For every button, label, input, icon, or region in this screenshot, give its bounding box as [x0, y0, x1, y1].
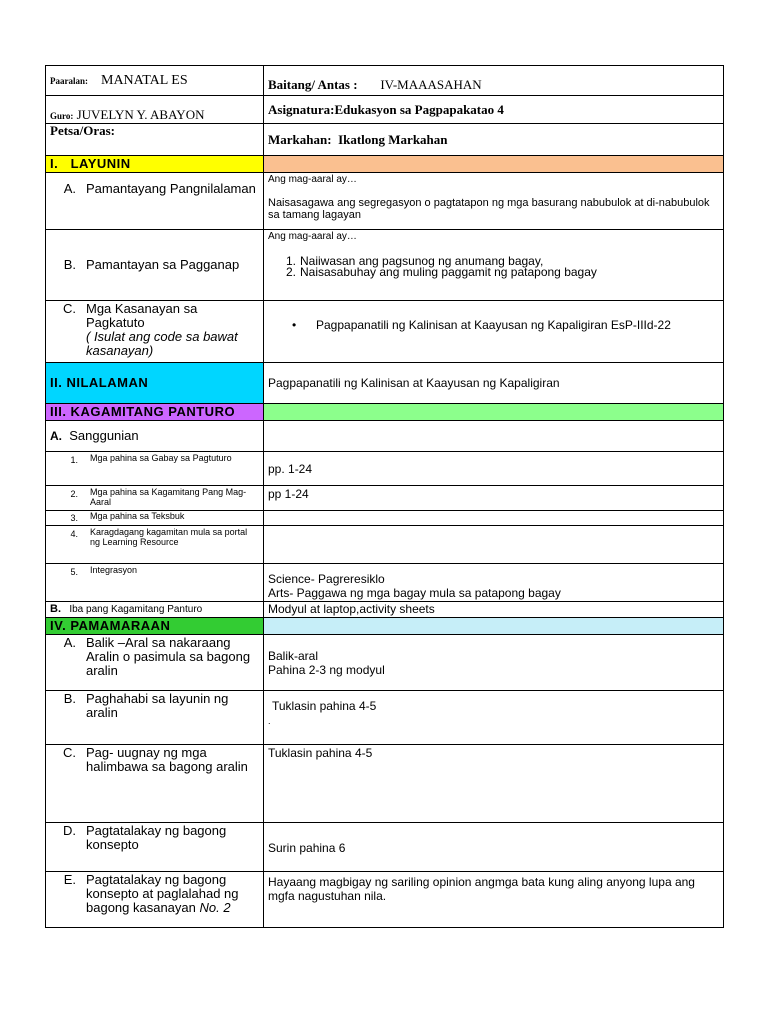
nilalaman-heading-cell — [46, 363, 264, 404]
asignatura-cell — [264, 96, 724, 124]
pamamaraan-a-label-cell — [46, 635, 264, 691]
pamamaraan-e-label-italic: No. 2 — [199, 900, 231, 915]
pamamaraan-d-mark: D. — [63, 823, 76, 838]
section-layunin-header — [46, 156, 724, 173]
lesson-plan-table — [45, 65, 724, 928]
pamamaraan-c-mark: C. — [63, 745, 76, 760]
pamamaraan-a-label: Balik –Aral sa nakaraang Aralin o pasimula sa bagong aralin — [86, 635, 251, 678]
sanggunian-mark: A. — [50, 429, 62, 443]
petsa-label: Petsa/Oras: — [50, 123, 115, 138]
markahan-value: Ikatlong Markahan — [338, 131, 448, 147]
baitang-label: Baitang/ Antas : — [268, 77, 358, 92]
table-row: 2. Mga pahina sa Kagamitang Pang Mag-Aaral pp 1-24 — [46, 486, 724, 511]
layunin-b-content — [264, 230, 724, 301]
kagamitan-heading: III. KAGAMITANG PANTURO — [46, 404, 264, 421]
layunin-b-row — [46, 230, 724, 301]
section-kagamitan-header — [46, 404, 724, 421]
table-row: 4. Karagdagang kagamitan mula sa portal ng Learning Resource — [46, 526, 724, 564]
pamamaraan-d-label-cell — [46, 823, 264, 872]
header-row-petsa — [46, 124, 724, 156]
layunin-b-label: Pamantayan sa Pagganap — [86, 257, 240, 272]
pamamaraan-b-dot: . — [268, 716, 271, 726]
section-pamamaraan-header — [46, 618, 724, 635]
baitang-value: IV-MAAASAHAN — [380, 77, 482, 92]
layunin-c-text: Pagpapanatili ng Kalinisan at Kaayusan ng Kapaligiran EsP-IIId-22 — [316, 318, 671, 332]
asignatura-label: Asignatura: — [268, 102, 335, 117]
item-label: Mga pahina sa Kagamitang Pang Mag-Aaral — [90, 487, 247, 507]
nilalaman-text: Pagpapanatili ng Kalinisan at Kaayusan ng Kapaligiran — [264, 363, 724, 404]
item-value — [264, 526, 724, 564]
item-value — [264, 511, 724, 526]
pamamaraan-e-label: Pagtatalakay ng bagong konsepto at paglalahad ng bagong kasanayan — [86, 872, 239, 915]
paaralan-cell — [46, 66, 264, 96]
sanggunian-label: Sanggunian — [69, 428, 139, 443]
layunin-a-label: Pamantayang Pangnilalaman — [86, 181, 256, 196]
layunin-a-row — [46, 173, 724, 230]
paaralan-label: Paaralan: — [50, 76, 88, 86]
integrasyon-line2: Arts- Paggawa ng mga bagay mula sa patapong bagay — [268, 586, 561, 600]
pamamaraan-d-label: Pagtatalakay ng bagong konsepto — [86, 823, 227, 852]
pamamaraan-a-mark: A. — [63, 635, 76, 650]
layunin-heading-num: I. — [50, 156, 59, 171]
pamamaraan-e-row — [46, 872, 724, 928]
pamamaraan-b-content — [264, 691, 724, 745]
pamamaraan-heading: IV. PAMAMARAAN — [46, 618, 264, 635]
layunin-b-mark: B. — [63, 257, 76, 272]
pamamaraan-a-line1: Balik-aral — [268, 649, 319, 663]
layunin-c-note: ( Isulat ang code sa bawat kasanayan) — [86, 329, 238, 358]
table-row: 3. Mga pahina sa Teksbuk — [46, 511, 724, 526]
layunin-c-label-cell — [46, 301, 264, 363]
pamamaraan-c-row — [46, 745, 724, 823]
markahan-label: Markahan: — [268, 131, 332, 147]
pamamaraan-b-row — [46, 691, 724, 745]
item-value: pp 1-24 — [264, 486, 724, 511]
layunin-c-label: Mga Kasanayan sa Pagkatuto — [86, 301, 198, 330]
item-label: Mga pahina sa Teksbuk — [90, 511, 185, 521]
table-row: 1. Mga pahina sa Gabay sa Pagtuturo pp. 1-24 — [46, 452, 724, 486]
layunin-a-text: Naisasagawa ang segregasyon o pagtatapon ng mga basurang nabubulok at di-nabubulok sa tamang lagayan — [268, 197, 710, 221]
iba-pang-value: Modyul at laptop,activity sheets — [264, 602, 724, 618]
pamamaraan-b-text: Tuklasin pahina 4-5 — [272, 699, 377, 713]
layunin-heading-cell — [46, 156, 264, 173]
sanggunian-row — [46, 421, 724, 452]
pamamaraan-a-row — [46, 635, 724, 691]
layunin-b-intro: Ang mag-aaral ay… — [268, 231, 357, 242]
layunin-c-mark: C. — [63, 301, 76, 316]
guro-value: JUVELYN Y. ABAYON — [76, 107, 205, 122]
baitang-cell — [264, 66, 724, 96]
layunin-heading-fill — [264, 156, 724, 173]
layunin-a-label-cell — [46, 173, 264, 230]
integrasyon-value — [264, 564, 724, 602]
layunin-b-label-cell — [46, 230, 264, 301]
item-label: Karagdagang kagamitan mula sa portal ng Learning Resource — [90, 527, 248, 547]
pamamaraan-c-text: Tuklasin pahina 4-5 — [264, 745, 724, 823]
iba-pang-mark: B. — [50, 603, 61, 615]
pamamaraan-d-row — [46, 823, 724, 872]
iba-pang-row — [46, 602, 724, 618]
item-label: Mga pahina sa Gabay sa Pagtuturo — [90, 453, 232, 463]
pamamaraan-b-label-cell — [46, 691, 264, 745]
header-row-paaralan — [46, 66, 724, 96]
layunin-a-mark: A. — [63, 181, 76, 196]
pamamaraan-e-label-cell — [46, 872, 264, 928]
list-item: 1. Naiiwasan ang pagsunog ng anumang bagay, — [286, 254, 544, 268]
iba-pang-label: Iba pang Kagamitang Panturo — [69, 604, 203, 615]
pamamaraan-heading-fill — [264, 618, 724, 635]
sanggunian-label-cell — [46, 421, 264, 452]
bullet-icon: • — [292, 318, 297, 332]
pamamaraan-e-mark: E. — [63, 872, 76, 887]
petsa-cell — [46, 124, 264, 156]
table-row: 5. Integrasyon Science- Pagreresiklo Arts- Paggawa ng mga bagay mula sa patapong bagay — [46, 564, 724, 602]
layunin-a-content — [264, 173, 724, 230]
pamamaraan-a-content — [264, 635, 724, 691]
pamamaraan-c-label: Pag- uugnay ng mga halimbawa sa bagong aralin — [86, 745, 248, 774]
guro-cell — [46, 96, 264, 124]
nilalaman-heading: NILALAMAN — [66, 375, 149, 390]
iba-pang-label-cell — [46, 602, 264, 618]
layunin-heading: LAYUNIN — [70, 156, 131, 171]
layunin-c-row — [46, 301, 724, 363]
pamamaraan-e-text: Hayaang magbigay ng sariling opinion angmga bata kung aling anyong lupa ang mgfa nagustuhan nila. — [264, 872, 724, 928]
item-value: pp. 1-24 — [264, 452, 724, 486]
nilalaman-heading-num: II. — [50, 375, 63, 390]
asignatura-value: Edukasyon sa Pagpapakatao 4 — [334, 102, 504, 117]
item-label: Integrasyon — [90, 565, 138, 575]
pamamaraan-d-text: Surin pahina 6 — [264, 823, 724, 872]
layunin-a-intro: Ang mag-aaral ay… — [268, 174, 357, 185]
kagamitan-heading-fill — [264, 404, 724, 421]
sanggunian-value — [264, 421, 724, 452]
pamamaraan-b-label: Paghahabi sa layunin ng aralin — [86, 691, 229, 720]
paaralan-value: MANATAL ES — [101, 73, 188, 88]
markahan-cell — [264, 124, 724, 156]
layunin-c-content — [264, 301, 724, 363]
pamamaraan-a-line2: Pahina 2-3 ng modyul — [268, 663, 385, 677]
section-nilalaman-row — [46, 363, 724, 404]
integrasyon-line1: Science- Pagreresiklo — [268, 572, 385, 586]
list-item: 2. Naisasabuhay ang muling paggamit ng patapong bagay — [286, 265, 597, 279]
guro-label: Guro: — [50, 111, 74, 121]
header-row-guro — [46, 96, 724, 124]
pamamaraan-b-mark: B. — [63, 691, 76, 706]
pamamaraan-c-label-cell — [46, 745, 264, 823]
